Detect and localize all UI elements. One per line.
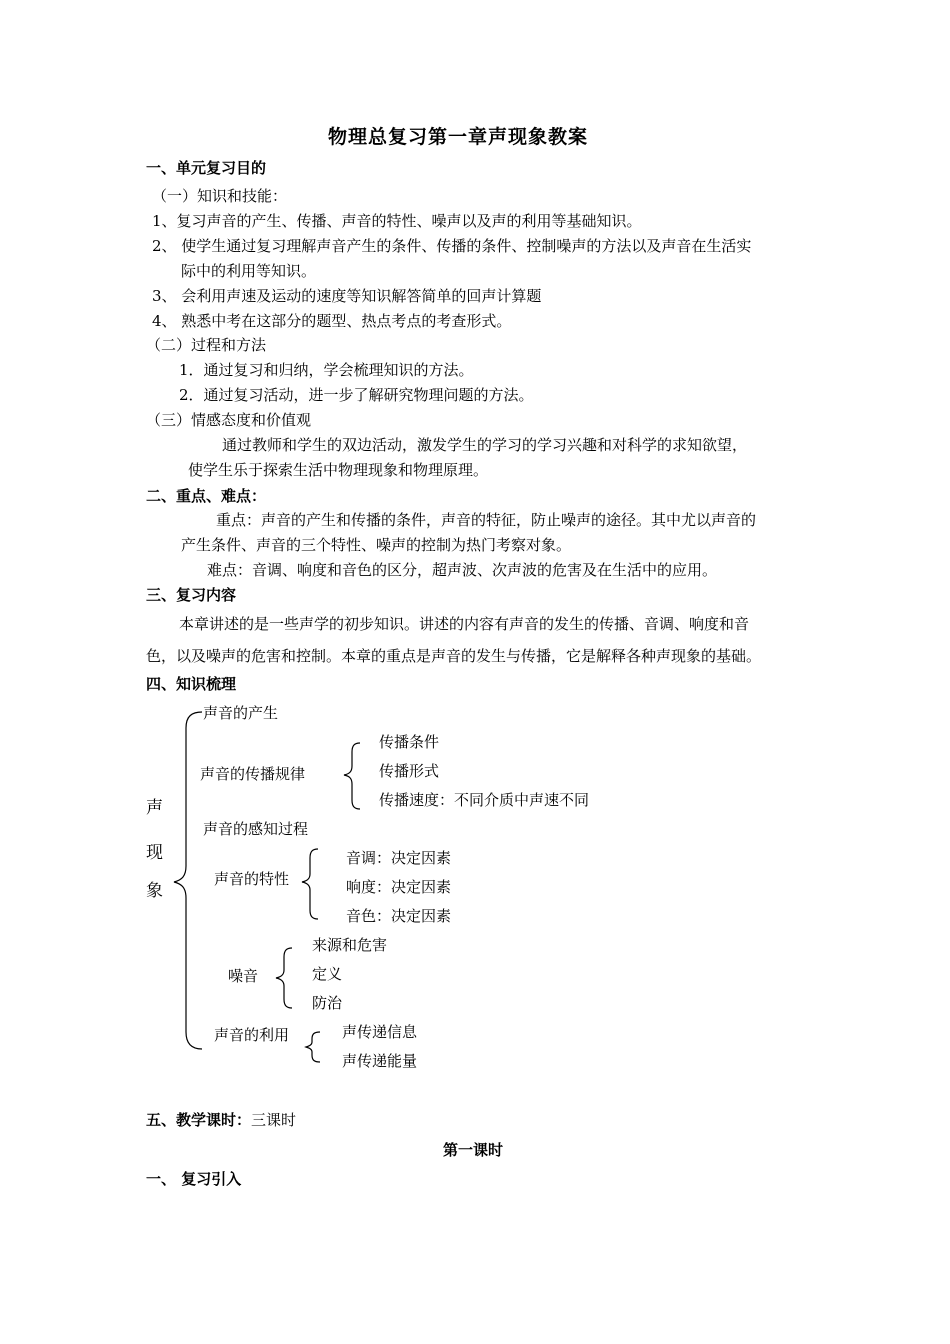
paragraph-line: 难点：音调、响度和音色的区分，超声波、次声波的危害及在生活中的应用。 xyxy=(207,561,718,579)
section-5-heading: 五、教学课时： xyxy=(146,1111,252,1129)
list-item: 3、 会利用声速及运动的速度等知识解答简单的回声计算题 xyxy=(152,287,542,305)
branch-propagation: 声音的传播规律 xyxy=(200,765,306,783)
branch-perception: 声音的感知过程 xyxy=(203,820,309,838)
page-title: 物理总复习第一章声现象教案 xyxy=(328,126,589,148)
characteristics-brace xyxy=(302,849,318,919)
section-5-line xyxy=(146,1110,296,1130)
branch-use: 声音的利用 xyxy=(214,1026,290,1044)
paragraph-line: 使学生乐于探索生活中物理现象和物理原理。 xyxy=(188,461,489,479)
paragraph-line: 产生条件、声音的三个特性、噪声的控制为热门考察对象。 xyxy=(181,536,572,554)
mindmap-root-char: 现 xyxy=(146,843,163,863)
leaf-item: 传播形式 xyxy=(379,762,440,780)
list-item: 2．通过复习活动，进一步了解研究物理问题的方法。 xyxy=(179,386,534,404)
leaf-item: 传播条件 xyxy=(379,733,440,751)
mindmap-root-char: 声 xyxy=(146,798,163,818)
use-brace xyxy=(306,1032,320,1062)
paragraph-line: 色，以及噪声的危害和控制。本章的重点是声音的发生与传播，它是解释各种声现象的基础。 xyxy=(146,647,762,665)
noise-brace xyxy=(276,948,292,1008)
leaf-item: 防治 xyxy=(312,994,343,1012)
list-item: 2、 使学生通过复习理解声音产生的条件、传播的条件、控制噪声的方法以及声音在生活实 xyxy=(152,237,752,255)
leaf-item: 声传递能量 xyxy=(342,1052,418,1070)
section-1-heading: 一、单元复习目的 xyxy=(146,159,267,177)
paragraph-line: 重点：声音的产生和传播的条件，声音的特征，防止噪声的途径。其中尤以声音的 xyxy=(216,511,757,529)
branch-characteristics: 声音的特性 xyxy=(214,870,290,888)
list-item: 1、复习声音的产生、传播、声音的特性、噪声以及声的利用等基础知识。 xyxy=(152,212,642,230)
lesson-count: 三课时 xyxy=(251,1111,297,1129)
list-item-continued: 际中的利用等知识。 xyxy=(181,262,317,280)
subsection-knowledge: （一）知识和技能： xyxy=(152,187,288,205)
section-4-heading: 四、知识梳理 xyxy=(146,675,237,693)
section-2-heading: 二、重点、难点： xyxy=(146,487,267,505)
section-3-heading: 三、复习内容 xyxy=(146,586,237,604)
leaf-item: 定义 xyxy=(312,965,343,983)
main-brace xyxy=(174,712,202,1049)
paragraph-line: 本章讲述的是一些声学的初步知识。讲述的内容有声音的发生的传播、音调、响度和音 xyxy=(179,615,750,633)
paragraph-line: 通过教师和学生的双边活动，激发学生的学习的学习兴趣和对科学的求知欲望， xyxy=(222,436,748,454)
branch-noise: 噪音 xyxy=(228,967,259,985)
leaf-item: 响度：决定因素 xyxy=(346,878,452,896)
branch-production: 声音的产生 xyxy=(203,704,279,722)
list-item: 4、 熟悉中考在这部分的题型、热点考点的考查形式。 xyxy=(152,312,512,330)
propagation-brace xyxy=(344,743,360,809)
list-item: 1．通过复习和归纳，学会梳理知识的方法。 xyxy=(179,361,474,379)
leaf-item: 声传递信息 xyxy=(342,1023,418,1041)
leaf-item: 来源和危害 xyxy=(312,936,388,954)
mindmap-root-char: 象 xyxy=(146,881,163,901)
review-intro-heading: 一、 复习引入 xyxy=(146,1170,242,1188)
leaf-item: 音色：决定因素 xyxy=(346,907,452,925)
leaf-item: 音调：决定因素 xyxy=(346,849,452,867)
lesson-title: 第一课时 xyxy=(443,1141,504,1159)
subsection-process: （二）过程和方法 xyxy=(146,336,267,354)
leaf-item: 传播速度：不同介质中声速不同 xyxy=(379,791,590,809)
subsection-attitude: （三）情感态度和价值观 xyxy=(146,411,312,429)
